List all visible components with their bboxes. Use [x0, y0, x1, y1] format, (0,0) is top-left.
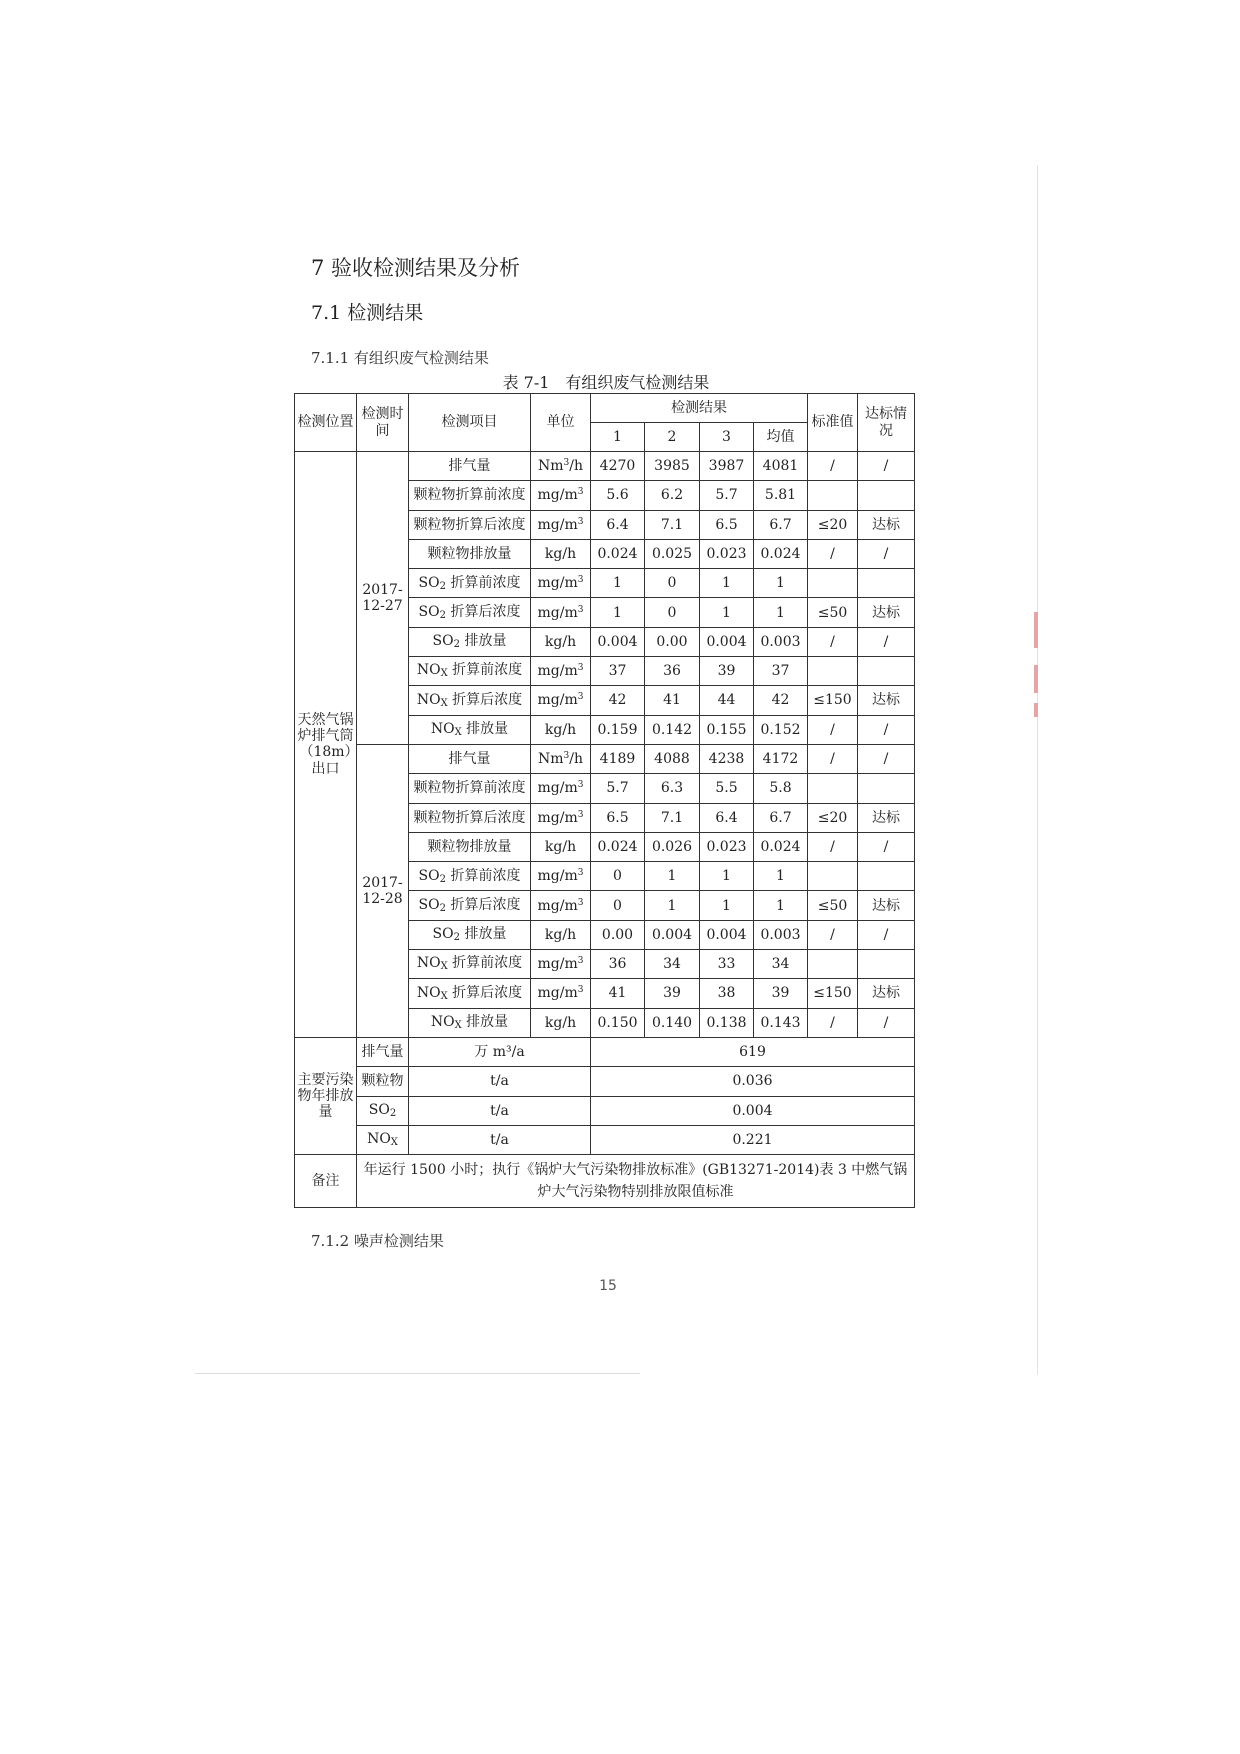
compliance-cell: / [858, 832, 915, 861]
item-name-tail: 排放量 [461, 721, 509, 738]
value-2-cell: 6.2 [645, 481, 700, 510]
unit-cell [531, 598, 591, 627]
item-subscript: X [454, 1020, 462, 1032]
item-cell [409, 539, 531, 568]
value-2-cell: 0.025 [645, 539, 700, 568]
annual-item-cell [357, 1067, 409, 1096]
item-subscript: 2 [439, 580, 446, 592]
unit-superscript: 3 [577, 487, 584, 498]
item-name-tail: 排放量 [460, 926, 507, 943]
unit-superscript: 3 [577, 575, 584, 586]
section-title: 7 验收检测结果及分析 [311, 256, 521, 280]
location-cell: 天然气锅炉排气筒（18m）出口 [295, 452, 357, 1038]
unit-base: mg/m [537, 516, 578, 533]
emission-results-table [294, 393, 915, 1208]
value-3-cell: 5.5 [700, 774, 754, 803]
value-1-cell: 0 [591, 891, 645, 920]
standard-cell: ≤50 [808, 598, 858, 627]
annual-item-name: 排气量 [361, 1044, 404, 1061]
annual-value-cell: 0.004 [591, 1096, 915, 1125]
value-1-cell: 6.4 [591, 510, 645, 539]
unit-cell [531, 481, 591, 510]
remarks-label-cell: 备注 [295, 1155, 357, 1208]
unit-cell [531, 803, 591, 832]
value-2-cell: 1 [645, 891, 700, 920]
item-name: SO [418, 603, 440, 620]
item-cell [409, 950, 531, 979]
item-cell [409, 481, 531, 510]
item-name: NO [430, 1014, 455, 1031]
standard-cell: / [808, 1008, 858, 1037]
unit-tail: /h [569, 751, 583, 768]
item-name: 颗粒物折算前浓度 [413, 780, 526, 797]
value-3-cell: 4238 [700, 744, 754, 773]
value-1-cell: 0.024 [591, 832, 645, 861]
header-unit: 单位 [531, 394, 591, 452]
compliance-cell: 达标 [858, 979, 915, 1008]
standard-cell [808, 950, 858, 979]
unit-base: mg/m [537, 663, 578, 680]
item-name: 颗粒物折算后浓度 [413, 516, 526, 533]
average-cell: 0.024 [754, 832, 808, 861]
value-2-cell: 7.1 [645, 510, 700, 539]
compliance-cell: / [858, 627, 915, 656]
value-2-cell: 0.00 [645, 627, 700, 656]
page-number: 15 [599, 1278, 617, 1294]
item-name: NO [430, 721, 455, 738]
unit-superscript: 3 [563, 458, 570, 469]
annual-item-cell [357, 1125, 409, 1154]
average-cell: 5.8 [754, 774, 808, 803]
value-3-cell: 0.023 [700, 832, 754, 861]
value-2-cell: 1 [645, 862, 700, 891]
unit-base: mg/m [537, 604, 578, 621]
item-name: 颗粒物折算后浓度 [413, 809, 526, 826]
unit-base: mg/m [537, 897, 578, 914]
noise-section-title: 7.1.2 噪声检测结果 [311, 1232, 444, 1250]
value-2-cell: 0.140 [645, 1008, 700, 1037]
red-stamp-mark [1034, 612, 1038, 648]
table-caption: 表 7-1 有组织废气检测结果 [502, 373, 710, 392]
item-cell [409, 569, 531, 598]
value-1-cell: 37 [591, 657, 645, 686]
item-name: 颗粒物排放量 [427, 545, 512, 562]
compliance-cell: / [858, 539, 915, 568]
value-1-cell: 6.5 [591, 803, 645, 832]
unit-base: Nm [538, 458, 564, 475]
average-cell: 34 [754, 950, 808, 979]
value-2-cell: 4088 [645, 744, 700, 773]
item-subscript: X [440, 697, 448, 709]
annual-item-name: NO [367, 1131, 391, 1148]
item-cell [409, 891, 531, 920]
item-cell [409, 803, 531, 832]
compliance-cell: / [858, 452, 915, 481]
average-cell: 1 [754, 891, 808, 920]
average-cell: 0.003 [754, 627, 808, 656]
value-3-cell: 1 [700, 862, 754, 891]
compliance-cell: 达标 [858, 686, 915, 715]
standard-cell: / [808, 715, 858, 744]
standard-cell [808, 862, 858, 891]
unit-base: mg/m [537, 809, 578, 826]
compliance-cell: 达标 [858, 598, 915, 627]
item-subscript: 2 [453, 932, 460, 944]
value-1-cell: 42 [591, 686, 645, 715]
standard-cell: ≤150 [808, 686, 858, 715]
unit-cell [531, 452, 591, 481]
value-3-cell: 0.138 [700, 1008, 754, 1037]
standard-cell: ≤20 [808, 803, 858, 832]
value-3-cell: 39 [700, 657, 754, 686]
header-avg: 均值 [754, 423, 808, 452]
average-cell: 6.7 [754, 510, 808, 539]
item-name: 颗粒物折算前浓度 [413, 487, 526, 504]
standard-cell: / [808, 920, 858, 949]
compliance-cell: / [858, 715, 915, 744]
unit-superscript: 3 [577, 604, 584, 615]
value-1-cell: 36 [591, 950, 645, 979]
value-2-cell: 7.1 [645, 803, 700, 832]
compliance-cell: / [858, 744, 915, 773]
compliance-cell [858, 774, 915, 803]
item-cell [409, 774, 531, 803]
value-3-cell: 1 [700, 569, 754, 598]
standard-cell: / [808, 744, 858, 773]
header-r3: 3 [700, 423, 754, 452]
value-1-cell: 0.159 [591, 715, 645, 744]
standard-cell [808, 569, 858, 598]
annual-row [295, 1037, 915, 1066]
value-1-cell: 5.7 [591, 774, 645, 803]
annual-row [295, 1067, 915, 1096]
scan-edge-bottom [195, 1373, 640, 1374]
item-cell [409, 627, 531, 656]
item-subscript: 2 [439, 873, 446, 885]
unit-base: kg/h [544, 926, 577, 943]
annual-row [295, 1096, 915, 1125]
item-cell [409, 744, 531, 773]
item-name: SO [418, 867, 440, 884]
value-3-cell: 33 [700, 950, 754, 979]
item-name-tail: 折算后浓度 [447, 691, 523, 708]
item-name: 颗粒物排放量 [427, 838, 512, 855]
item-name: SO [418, 896, 440, 913]
unit-superscript: 3 [577, 663, 584, 674]
item-name-tail: 折算前浓度 [446, 574, 521, 591]
unit-cell [531, 657, 591, 686]
header-standard: 标准值 [808, 394, 858, 452]
value-3-cell: 6.4 [700, 803, 754, 832]
compliance-cell [858, 862, 915, 891]
unit-base: kg/h [544, 545, 577, 562]
item-name-tail: 折算前浓度 [446, 867, 521, 884]
annual-item-cell [357, 1096, 409, 1125]
value-1-cell: 1 [591, 598, 645, 627]
average-cell: 0.003 [754, 920, 808, 949]
standard-cell: / [808, 832, 858, 861]
unit-cell [531, 627, 591, 656]
item-name: SO [432, 633, 454, 650]
red-stamp-mark [1034, 703, 1038, 717]
item-cell [409, 510, 531, 539]
scan-edge-right [1037, 165, 1038, 1375]
value-2-cell: 36 [645, 657, 700, 686]
value-2-cell: 0 [645, 598, 700, 627]
compliance-cell [858, 950, 915, 979]
unit-cell [531, 1008, 591, 1037]
value-3-cell: 0.004 [700, 627, 754, 656]
value-3-cell: 0.023 [700, 539, 754, 568]
item-subscript: X [440, 961, 448, 973]
unit-superscript: 3 [577, 897, 584, 908]
annual-unit-cell: 万 m³/a [409, 1037, 591, 1066]
average-cell: 0.152 [754, 715, 808, 744]
date-cell: 2017-12-28 [357, 744, 409, 1037]
value-3-cell: 0.155 [700, 715, 754, 744]
compliance-cell: / [858, 1008, 915, 1037]
value-1-cell: 4270 [591, 452, 645, 481]
value-3-cell: 44 [700, 686, 754, 715]
average-cell: 4081 [754, 452, 808, 481]
item-cell [409, 979, 531, 1008]
item-name: NO [416, 662, 441, 679]
unit-superscript: 3 [577, 692, 584, 703]
average-cell: 6.7 [754, 803, 808, 832]
item-subscript: X [454, 727, 462, 739]
value-2-cell: 0.142 [645, 715, 700, 744]
item-name-tail: 折算后浓度 [446, 603, 521, 620]
item-cell [409, 686, 531, 715]
unit-base: mg/m [537, 575, 578, 592]
unit-cell [531, 862, 591, 891]
unit-cell [531, 715, 591, 744]
unit-superscript: 3 [577, 809, 584, 820]
average-cell: 1 [754, 569, 808, 598]
item-cell [409, 862, 531, 891]
compliance-cell: 达标 [858, 891, 915, 920]
value-2-cell: 0.026 [645, 832, 700, 861]
standard-cell: ≤20 [808, 510, 858, 539]
average-cell: 0.143 [754, 1008, 808, 1037]
unit-cell [531, 832, 591, 861]
item-name-tail: 排放量 [461, 1014, 509, 1031]
annual-value-cell: 619 [591, 1037, 915, 1066]
unit-cell [531, 979, 591, 1008]
standard-cell: ≤50 [808, 891, 858, 920]
item-cell [409, 832, 531, 861]
remarks-row [295, 1155, 915, 1208]
table-row [295, 452, 915, 481]
annual-unit-cell: t/a [409, 1096, 591, 1125]
standard-cell [808, 774, 858, 803]
red-stamp-mark [1034, 665, 1038, 693]
value-2-cell: 34 [645, 950, 700, 979]
item-subscript: X [440, 668, 448, 680]
value-1-cell: 4189 [591, 744, 645, 773]
item-name-tail: 折算后浓度 [446, 896, 521, 913]
unit-cell [531, 920, 591, 949]
standard-cell: ≤150 [808, 979, 858, 1008]
item-name-tail: 折算前浓度 [447, 955, 523, 972]
item-name: SO [418, 574, 440, 591]
unit-base: kg/h [544, 633, 577, 650]
unit-base: mg/m [537, 780, 578, 797]
unit-superscript: 3 [577, 985, 584, 996]
item-cell [409, 715, 531, 744]
annual-item-subscript: X [390, 1137, 398, 1149]
item-cell [409, 1008, 531, 1037]
unit-tail: /h [569, 458, 583, 475]
compliance-cell [858, 569, 915, 598]
compliance-cell [858, 657, 915, 686]
unit-superscript: 3 [577, 780, 584, 791]
value-1-cell: 5.6 [591, 481, 645, 510]
unit-cell [531, 510, 591, 539]
unit-base: mg/m [537, 692, 578, 709]
item-subscript: 2 [439, 609, 446, 621]
item-name-tail: 折算后浓度 [447, 984, 523, 1001]
value-3-cell: 1 [700, 598, 754, 627]
subsubsection-title: 7.1.1 有组织废气检测结果 [311, 349, 489, 367]
remarks-text-cell: 年运行 1500 小时；执行《锅炉大气污染物排放标准》(GB13271-2014)表 3 中燃气锅炉大气污染物特别排放限值标准 [357, 1155, 915, 1208]
standard-cell: / [808, 627, 858, 656]
item-name: NO [416, 984, 441, 1001]
unit-base: kg/h [544, 721, 577, 738]
item-name: SO [432, 926, 454, 943]
unit-cell [531, 891, 591, 920]
unit-base: mg/m [537, 956, 578, 973]
average-cell: 1 [754, 862, 808, 891]
annual-row [295, 1125, 915, 1154]
item-name: 排气量 [448, 751, 491, 768]
standard-cell [808, 481, 858, 510]
value-1-cell: 1 [591, 569, 645, 598]
item-subscript: X [440, 990, 448, 1002]
annual-item-name: SO [368, 1101, 390, 1118]
compliance-cell: / [858, 920, 915, 949]
value-2-cell: 41 [645, 686, 700, 715]
header-compliance: 达标情况 [858, 394, 915, 452]
average-cell: 37 [754, 657, 808, 686]
item-cell [409, 598, 531, 627]
standard-cell: / [808, 539, 858, 568]
item-cell [409, 657, 531, 686]
item-name-tail: 折算前浓度 [447, 662, 523, 679]
value-2-cell: 0.004 [645, 920, 700, 949]
value-1-cell: 0.150 [591, 1008, 645, 1037]
unit-cell [531, 744, 591, 773]
value-3-cell: 5.7 [700, 481, 754, 510]
item-subscript: 2 [439, 902, 446, 914]
unit-superscript: 3 [577, 868, 584, 879]
unit-base: mg/m [537, 868, 578, 885]
value-3-cell: 38 [700, 979, 754, 1008]
value-3-cell: 3987 [700, 452, 754, 481]
unit-superscript: 3 [577, 956, 584, 967]
average-cell: 1 [754, 598, 808, 627]
header-r1: 1 [591, 423, 645, 452]
item-cell [409, 920, 531, 949]
value-2-cell: 39 [645, 979, 700, 1008]
value-1-cell: 0.024 [591, 539, 645, 568]
unit-base: mg/m [537, 487, 578, 504]
unit-base: kg/h [544, 838, 577, 855]
compliance-cell: 达标 [858, 510, 915, 539]
item-name: NO [416, 691, 441, 708]
value-3-cell: 1 [700, 891, 754, 920]
value-1-cell: 0 [591, 862, 645, 891]
annual-value-cell: 0.221 [591, 1125, 915, 1154]
header-r2: 2 [645, 423, 700, 452]
unit-cell [531, 950, 591, 979]
standard-cell: / [808, 452, 858, 481]
header-location: 检测位置 [295, 394, 357, 452]
item-name: NO [416, 955, 441, 972]
compliance-cell [858, 481, 915, 510]
table-row [295, 744, 915, 773]
annual-item-name: 颗粒物 [361, 1073, 404, 1090]
value-1-cell: 0.00 [591, 920, 645, 949]
item-cell [409, 452, 531, 481]
header-item: 检测项目 [409, 394, 531, 452]
value-1-cell: 41 [591, 979, 645, 1008]
annual-value-cell: 0.036 [591, 1067, 915, 1096]
standard-cell [808, 657, 858, 686]
unit-cell [531, 539, 591, 568]
compliance-cell: 达标 [858, 803, 915, 832]
value-2-cell: 0 [645, 569, 700, 598]
item-name-tail: 排放量 [460, 633, 507, 650]
value-3-cell: 6.5 [700, 510, 754, 539]
unit-base: mg/m [537, 985, 578, 1002]
average-cell: 39 [754, 979, 808, 1008]
subsection-title: 7.1 检测结果 [311, 302, 424, 324]
average-cell: 42 [754, 686, 808, 715]
average-cell: 0.024 [754, 539, 808, 568]
annual-item-cell [357, 1037, 409, 1066]
value-3-cell: 0.004 [700, 920, 754, 949]
header-results: 检测结果 [591, 394, 808, 423]
header-time: 检测时间 [357, 394, 409, 452]
unit-cell [531, 686, 591, 715]
item-subscript: 2 [453, 639, 460, 651]
value-1-cell: 0.004 [591, 627, 645, 656]
annual-unit-cell: t/a [409, 1125, 591, 1154]
annual-label-cell: 主要污染物年排放量 [295, 1037, 357, 1154]
unit-base: Nm [538, 751, 564, 768]
annual-unit-cell: t/a [409, 1067, 591, 1096]
unit-base: kg/h [544, 1014, 577, 1031]
annual-item-subscript: 2 [389, 1107, 397, 1119]
date-cell: 2017-12-27 [357, 452, 409, 745]
unit-superscript: 3 [577, 516, 584, 527]
item-name: 排气量 [448, 458, 491, 475]
unit-superscript: 3 [563, 751, 570, 762]
unit-cell [531, 774, 591, 803]
average-cell: 4172 [754, 744, 808, 773]
value-2-cell: 3985 [645, 452, 700, 481]
average-cell: 5.81 [754, 481, 808, 510]
value-2-cell: 6.3 [645, 774, 700, 803]
unit-cell [531, 569, 591, 598]
